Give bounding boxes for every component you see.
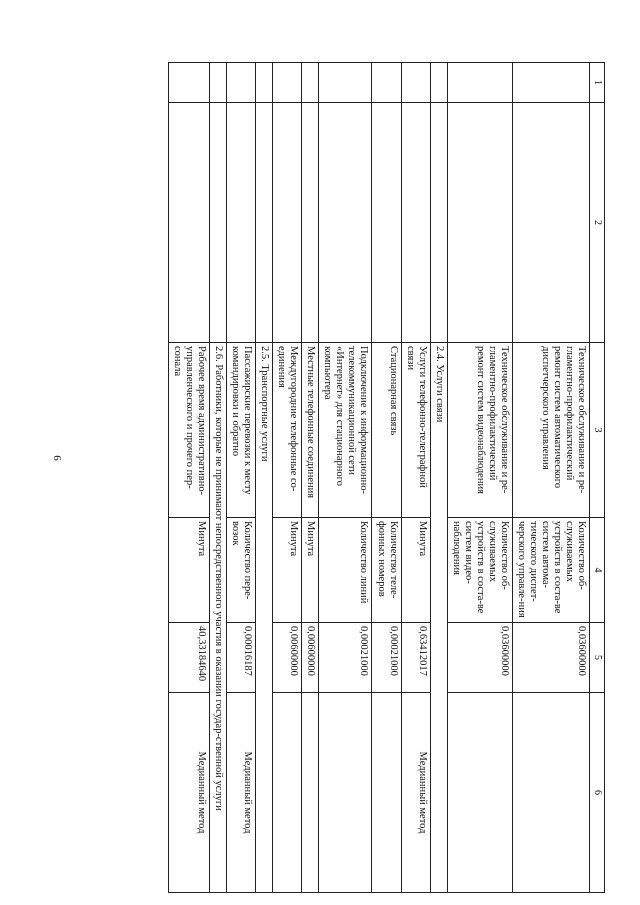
cell-empty: [302, 103, 319, 343]
cell-c5: 40,33184640: [168, 623, 209, 693]
cell-c6: [273, 693, 302, 893]
cell-empty: [430, 63, 447, 103]
cell-empty: [302, 63, 319, 103]
cell-c5: 0,03600000: [447, 623, 512, 693]
table-row: [319, 63, 372, 893]
cell-c3: Местные телефонные соединения: [302, 343, 319, 518]
header-row: [590, 63, 605, 893]
cell-c4: Количество теле-фонных номеров: [372, 518, 401, 623]
table-row: [513, 63, 590, 893]
cell-empty: [226, 63, 255, 103]
col-header-1: 1: [590, 63, 605, 103]
cell-c3: Междугородние телефонные со-единения: [273, 343, 302, 518]
col-header-3: 3: [590, 343, 605, 518]
section-row: [256, 63, 273, 893]
col-header-5: 5: [590, 623, 605, 693]
cell-c4: Количество линий: [319, 518, 372, 623]
col-header-2: 2: [590, 103, 605, 343]
cell-c3: Техническое обслуживание и ре-гламентно-профилактический ремонт систем автоматического диспетчерского управления: [513, 343, 590, 518]
table-row: [401, 63, 430, 893]
cell-empty: [401, 63, 430, 103]
cell-c6: Медианный метод: [168, 693, 209, 893]
cell-empty: [372, 63, 401, 103]
cell-empty: [256, 63, 273, 103]
cell-empty: [256, 103, 273, 343]
cell-empty: [168, 63, 209, 103]
rotated-table-container: [85, 62, 605, 892]
cell-c3: Подключение к информационно-телекоммуникационной сети «Интернет» для стационарного компьютера: [319, 343, 372, 518]
page-number: 9: [51, 455, 64, 461]
cell-c4: Количество пере-возок: [226, 518, 255, 623]
cell-c3: Пассажирские перевозки к месту командировки и обратно: [226, 343, 255, 518]
section-title: 2.5. Транспортные услуги: [256, 343, 273, 893]
cell-c6: Медианный метод: [401, 693, 430, 893]
cell-c6: [302, 693, 319, 893]
cell-empty: [319, 63, 372, 103]
cell-c4: Количество об-служиваемых устройств в соста-ве систем автома-тического диспет-черского управле-ния: [513, 518, 590, 623]
section-row: [209, 63, 226, 893]
cell-c4: Минута: [168, 518, 209, 623]
cell-empty: [209, 63, 226, 103]
table-row: [372, 63, 401, 893]
cell-empty: [273, 63, 302, 103]
cell-empty: [319, 103, 372, 343]
cell-c5: 0,63412017: [401, 623, 430, 693]
cell-c6: [319, 693, 372, 893]
cell-empty: [168, 103, 209, 343]
cell-c5: 0,00021000: [372, 623, 401, 693]
cell-c6: [513, 693, 590, 893]
cell-empty: [226, 103, 255, 343]
col-header-4: 4: [590, 518, 605, 623]
cell-c3: Услуги телефонно-телеграфной связи: [401, 343, 430, 518]
table-row: [447, 63, 512, 893]
cell-c3: Техническое обслуживание и ре-гламентно-профилактический ремонт систем видеонаблюдения: [447, 343, 512, 518]
section-title: 2.4. Услуги связи: [430, 343, 447, 893]
cell-c3: Рабочее время административно-управленческого и прочего пер-сонала: [168, 343, 209, 518]
cell-c5: 0,00600000: [302, 623, 319, 693]
cell-empty: [430, 103, 447, 343]
cell-empty: [401, 103, 430, 343]
col-header-6: 6: [590, 693, 605, 893]
cell-empty: [273, 103, 302, 343]
section-title: 2.6. Работники, которые не принимают непосредственного участия в оказании государ-ственной услуги: [209, 343, 226, 893]
cell-c4: Минута: [273, 518, 302, 623]
cell-c6: [447, 693, 512, 893]
cell-c4: Количество об-служиваемых устройств в соста-ве систем видео-наблюдения: [447, 518, 512, 623]
cell-empty: [447, 103, 512, 343]
cell-c5: 0,00600000: [273, 623, 302, 693]
table-row: [226, 63, 255, 893]
section-row: [430, 63, 447, 893]
cell-empty: [447, 63, 512, 103]
table-row: [302, 63, 319, 893]
cell-empty: [513, 103, 590, 343]
cell-empty: [372, 103, 401, 343]
table-body: [168, 63, 590, 893]
table-row: [168, 63, 209, 893]
cost-norms-table: [168, 62, 605, 893]
cell-c4: Минута: [302, 518, 319, 623]
cell-c5: 0,03600000: [513, 623, 590, 693]
cell-empty: [209, 103, 226, 343]
cell-c3: Стационарная связь: [372, 343, 401, 518]
cell-c5: 0,00016187: [226, 623, 255, 693]
cell-c6: Медианный метод: [226, 693, 255, 893]
table-row: [273, 63, 302, 893]
cell-c4: Минута: [401, 518, 430, 623]
cell-c5: 0,00021000: [319, 623, 372, 693]
cell-empty: [513, 63, 590, 103]
cell-c6: [372, 693, 401, 893]
